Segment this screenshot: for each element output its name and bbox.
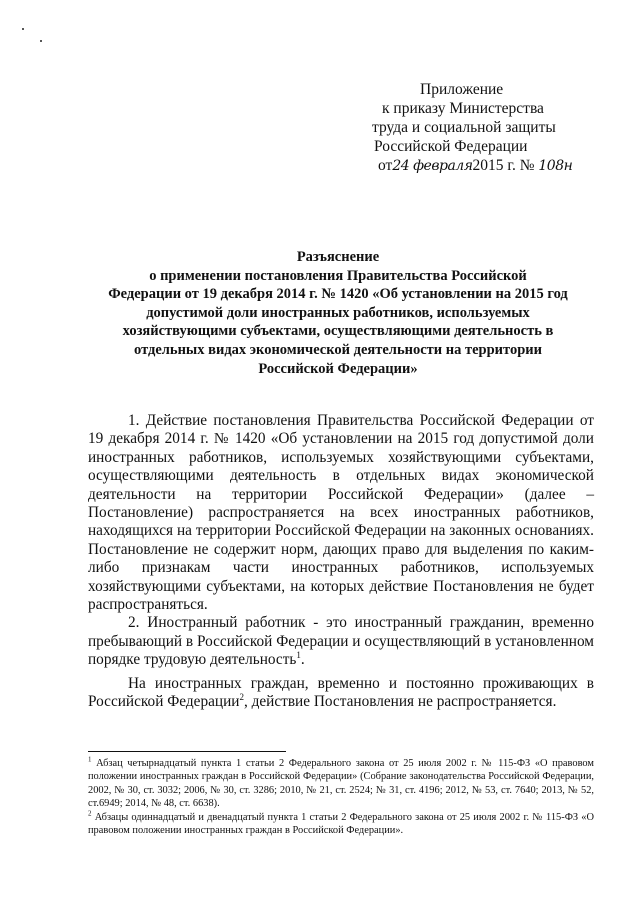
approval-block	[372, 80, 612, 176]
approval-line: Российской Федерации	[374, 138, 528, 155]
document-title	[88, 248, 588, 378]
title-line: отдельных видах экономической деятельности на территории	[134, 341, 542, 358]
handwritten-number: 108н	[538, 158, 573, 174]
approval-line: к приказу Министерства	[382, 100, 544, 117]
paragraph-3	[88, 675, 594, 712]
footnote-ref-1: 1	[296, 650, 301, 661]
paragraph-2	[88, 614, 594, 669]
title-line: Российской Федерации»	[258, 360, 418, 377]
approval-line: Приложение	[420, 81, 504, 98]
footnote-text: Абзац четырнадцатый пункта 1 статьи 2 Федерального закона от 25 июля 2002 г. № 115-ФЗ «О правовом положении иностранных граждан в Российской Федерации» (Собрание законодательства Российской Федерации, 2002, № 30, ст. 3032; 2006, № 30, ст. 3286; 2010, № 21, ст. 2524; № 31, ст. 4196; 2012, № 53, ст. 7640; 2013, № 52, ст.6949; 2014, № 48, ст. 6638).	[88, 758, 594, 810]
document-body	[88, 412, 594, 712]
footnote-text: Абзацы одиннадцатый и двенадцатый пункта 1 статьи 2 Федерального закона от 25 июля 2002 г. № 115-ФЗ «О правовом положении иностранных граждан в Российской Федерации».	[88, 811, 594, 837]
paragraph-2-end: .	[300, 651, 305, 669]
scan-speck	[40, 40, 42, 42]
footnotes	[88, 757, 594, 837]
title-line: хозяйствующими субъектами, осуществляющими деятельность в	[122, 323, 554, 340]
footnote-mark: 1	[88, 755, 92, 764]
paragraph-3-text: На иностранных граждан, временно и постоянно проживающих в Российской Федерации	[88, 674, 594, 711]
handwritten-date: 24 февраля	[392, 158, 473, 174]
approval-date-line	[372, 156, 612, 176]
paragraph-3-end: , действие Постановления не распространяется.	[243, 693, 557, 711]
paragraph-1: 1. Действие постановления Правительства Российской Федерации от 19 декабря 2014 г. № 1420 «Об установлении на 2015 год допустимой доли иностранных работников, используемых хозяйствующими субъектами, осуществляющими деятельность в отдельных видах экономической деятельности на территории Российской Федерации» (далее – Постановление) распространяется на всех иностранных работников, находящихся на территории Российской Федерации на законных основаниях. Постановление не содержит норм, дающих право для выделения по каким-либо признакам части иностранных работников, используемых хозяйствующими субъектами, на которых действие Постановления не будет распространяться.	[88, 412, 594, 614]
footnote-2	[88, 811, 594, 838]
footnote-divider	[88, 751, 286, 752]
title-line: о применении постановления Правительства Российской	[149, 267, 527, 284]
date-prefix: от	[378, 157, 393, 174]
date-year: 2015 г. №	[472, 157, 535, 174]
footnote-ref-2: 2	[239, 692, 244, 702]
footnote-mark: 2	[88, 809, 92, 818]
approval-line: труда и социальной защиты	[372, 119, 556, 136]
title-line: допустимой доли иностранных работников, используемых	[146, 304, 530, 321]
title-line: Разъяснение	[296, 249, 380, 265]
footnote-1	[88, 757, 594, 811]
paragraph-2-text: 2. Иностранный работник - это иностранный гражданин, временно пребывающий в Российской Федерации и осуществляющий в установленном порядке трудовую деятельность	[88, 614, 594, 669]
scan-speck	[22, 28, 24, 30]
title-line: Федерации от 19 декабря 2014 г. № 1420 «Об установлении на 2015 год	[108, 286, 568, 303]
